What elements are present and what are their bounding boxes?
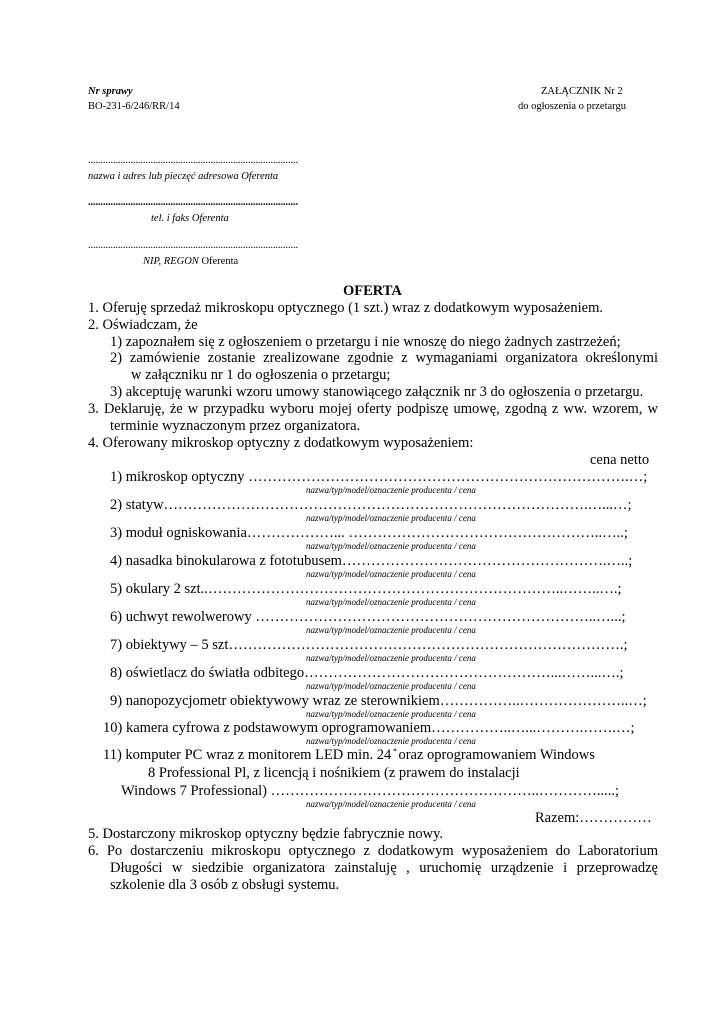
item-caption: nazwa/typ/model/oznaczenie producenta / cena <box>306 709 476 719</box>
item-caption: nazwa/typ/model/oznaczenie producenta / cena <box>306 541 476 551</box>
item-caption: nazwa/typ/model/oznaczenie producenta / cena <box>306 736 476 746</box>
bidder-name-caption: nazwa i adres lub pieczęć adresowa Oferenta <box>88 171 279 182</box>
bidder-nip-field: .................................................................................... <box>88 240 298 251</box>
point-2-3: 3) akceptuję warunki wzoru umowy stanowiącego załącznik nr 3 do ogłoszenia o przetargu. <box>110 384 644 400</box>
point-1: 1. Oferuję sprzedaż mikroskopu optycznego (1 szt.) wraz z dodatkowym wyposażeniem. <box>88 300 603 316</box>
point-4: 4. Oferowany mikroskop optyczny z dodatkowym wyposażeniem: <box>88 435 474 451</box>
point-6c: szkolenie dla 3 osób z obsługi systemu. <box>110 877 340 893</box>
bidder-nip-caption-normal: Oferenta <box>201 256 239 267</box>
item-caption: nazwa/typ/model/oznaczenie producenta / cena <box>306 513 476 523</box>
item-11-line-1: 11) komputer PC wraz z monitorem LED min. 24 ̎ oraz oprogramowaniem Windows <box>103 747 595 763</box>
bidder-phone-caption: tel. i faks Oferenta <box>151 213 229 224</box>
net-price-header: cena netto <box>590 452 650 468</box>
item-8: 8) oświetlacz do światła odbitego……………………………………………...……...….; <box>110 665 624 681</box>
item-3: 3) moduł ogniskowania………………... ……………………………………………..…..; <box>110 525 628 541</box>
item-9: 9) nanopozycjometr obiektywowy wraz ze sterownikiem……………..…………………..…; <box>110 693 647 709</box>
case-label: Nr sprawy <box>88 86 133 97</box>
bidder-nip-caption <box>143 256 238 267</box>
item-2: 2) statyw…………………………………………………………………………….…...…; <box>110 497 632 513</box>
item-1: 1) mikroskop optyczny …………………………………………………………………….…; <box>110 469 648 485</box>
point-6a: 6. Po dostarczeniu mikroskopu optycznego z dodatkowym wyposażeniem do Laboratorium <box>88 843 658 859</box>
item-6: 6) uchwyt rewolwerowy ……………………………………………………………..…...; <box>110 609 626 625</box>
point-3a: 3. Deklaruję, że w przypadku wyboru mojej oferty podpiszę umowę, zgodną z ww. wzorem, w <box>88 401 658 417</box>
item-5: 5) okulary 2 szt..………………………………………………………………..……..….; <box>110 581 622 597</box>
item-caption: nazwa/typ/model/oznaczenie producenta / cena <box>306 681 476 691</box>
point-6b: Długości w siedzibie organizatora zainstaluję , uruchomię urządzenie i przeprowadzę <box>110 860 658 876</box>
bidder-nip-caption-italic: NIP, REGON <box>143 256 199 267</box>
point-2-2b: w załączniku nr 1 do ogłoszenia o przetargu; <box>131 367 391 383</box>
total: Razem:…………… <box>535 810 652 826</box>
item-caption: nazwa/typ/model/oznaczenie producenta / cena <box>306 625 476 635</box>
item-10: 10) kamera cyfrowa z podstawowym oprogramowaniem……………..…...……….…….…; <box>103 720 635 736</box>
page-title: OFERTA <box>343 283 402 299</box>
item-caption: nazwa/typ/model/oznaczenie producenta / cena <box>306 799 476 809</box>
item-caption: nazwa/typ/model/oznaczenie producenta / cena <box>306 569 476 579</box>
item-11-line-3: Windows 7 Professional) ………………………………………………..………….....; <box>121 783 620 799</box>
annex-label: ZAŁĄCZNIK Nr 2 <box>541 86 623 97</box>
item-4: 4) nasadka binokularowa z fototubusem……………………………………………….…..; <box>110 553 633 569</box>
item-7: 7) obiektywy – 5 szt……………………………………………………………………….; <box>110 637 628 653</box>
item-caption: nazwa/typ/model/oznaczenie producenta / cena <box>306 597 476 607</box>
case-number: BO-231-6/246/RR/14 <box>88 101 180 112</box>
point-5: 5. Dostarczony mikroskop optyczny będzie fabrycznie nowy. <box>88 826 444 842</box>
item-caption: nazwa/typ/model/oznaczenie producenta / cena <box>306 485 476 495</box>
bidder-name-field: .................................................................................... <box>88 155 298 166</box>
point-3b: terminie wyznaczonym przez organizatora. <box>110 418 361 434</box>
bidder-phone-field: .................................................................................... <box>88 197 298 208</box>
point-2-1: 1) zapoznałem się z ogłoszeniem o przetargu i nie wnoszę do niego żadnych zastrzeżeń; <box>110 334 621 350</box>
point-2: 2. Oświadczam, że <box>88 317 198 333</box>
annex-subtitle: do ogłoszenia o przetargu <box>518 101 626 112</box>
point-2-2a: 2) zamówienie zostanie zrealizowane zgodnie z wymaganiami organizatora określonymi <box>110 350 658 366</box>
item-caption: nazwa/typ/model/oznaczenie producenta / cena <box>306 653 476 663</box>
item-11-line-2: 8 Professional Pl, z licencją i nośnikiem (z prawem do instalacji <box>148 765 520 781</box>
